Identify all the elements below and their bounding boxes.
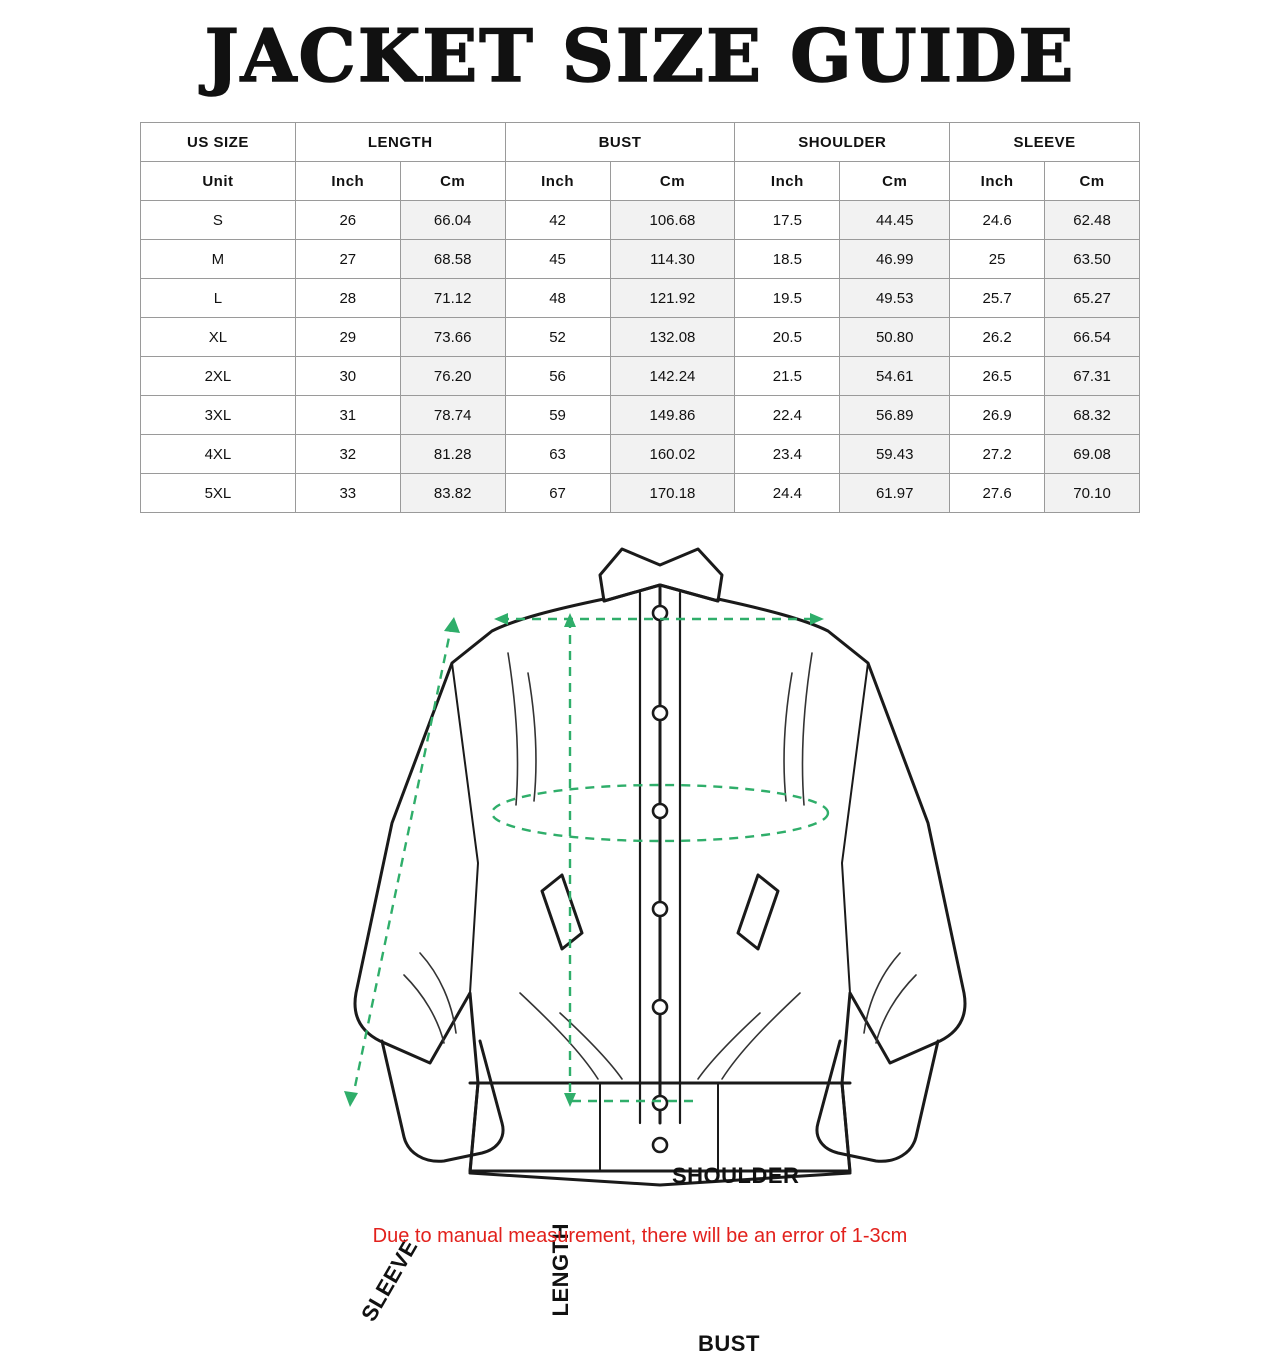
- cell-shoulder-inch: 23.4: [735, 435, 840, 474]
- cell-sleeve-inch: 26.9: [950, 396, 1045, 435]
- cell-length-cm: 73.66: [400, 318, 505, 357]
- arrowhead-shoulder-right: [810, 613, 824, 625]
- sleeve-seam-right: [842, 663, 868, 993]
- table-group-header-row: [141, 123, 1140, 162]
- unit-sleeve-cm: Cm: [1045, 162, 1140, 201]
- table-row: [141, 435, 1140, 474]
- cell-size: L: [141, 279, 296, 318]
- table-row: [141, 396, 1140, 435]
- label-bust: BUST: [698, 1331, 760, 1356]
- cell-shoulder-cm: 44.45: [840, 201, 950, 240]
- cell-bust-cm: 132.08: [610, 318, 735, 357]
- cell-size: S: [141, 201, 296, 240]
- fold-9: [520, 993, 598, 1079]
- cell-size: 5XL: [141, 474, 296, 513]
- cell-bust-inch: 45: [505, 240, 610, 279]
- fold-7: [864, 953, 900, 1033]
- cell-length-cm: 83.82: [400, 474, 505, 513]
- pocket-right: [738, 875, 778, 949]
- header-shoulder: SHOULDER: [735, 123, 950, 162]
- header-sleeve: SLEEVE: [950, 123, 1140, 162]
- cell-shoulder-cm: 59.43: [840, 435, 950, 474]
- cell-length-inch: 30: [295, 357, 400, 396]
- cell-shoulder-inch: 19.5: [735, 279, 840, 318]
- table-row: [141, 201, 1140, 240]
- cell-sleeve-cm: 63.50: [1045, 240, 1140, 279]
- cell-sleeve-cm: 67.31: [1045, 357, 1140, 396]
- cell-size: M: [141, 240, 296, 279]
- size-table-body: [141, 201, 1140, 513]
- unit-bust-inch: Inch: [505, 162, 610, 201]
- cell-length-inch: 26: [295, 201, 400, 240]
- arrowhead-sleeve-top: [444, 617, 460, 633]
- cell-bust-inch: 59: [505, 396, 610, 435]
- unit-bust-cm: Cm: [610, 162, 735, 201]
- cell-bust-cm: 106.68: [610, 201, 735, 240]
- cell-bust-cm: 114.30: [610, 240, 735, 279]
- cell-size: 3XL: [141, 396, 296, 435]
- cell-length-inch: 33: [295, 474, 400, 513]
- cell-bust-cm: 149.86: [610, 396, 735, 435]
- fold-4: [784, 673, 792, 801]
- cell-shoulder-inch: 24.4: [735, 474, 840, 513]
- cell-shoulder-inch: 17.5: [735, 201, 840, 240]
- cell-size: 2XL: [141, 357, 296, 396]
- unit-length-inch: Inch: [295, 162, 400, 201]
- cuff-left: [382, 1041, 503, 1161]
- jacket-illustration-svg: [0, 523, 1280, 1213]
- unit-shoulder-inch: Inch: [735, 162, 840, 201]
- fold-3: [802, 653, 812, 805]
- cell-bust-inch: 42: [505, 201, 610, 240]
- fold-1: [508, 653, 518, 805]
- size-table-container: [140, 122, 1140, 513]
- measure-arrowheads: [344, 613, 824, 1107]
- cell-length-inch: 27: [295, 240, 400, 279]
- table-row: [141, 318, 1140, 357]
- arrowhead-sleeve-bottom: [344, 1091, 358, 1107]
- cell-sleeve-cm: 66.54: [1045, 318, 1140, 357]
- snap-button: [653, 1000, 667, 1014]
- header-length: LENGTH: [295, 123, 505, 162]
- cell-length-inch: 29: [295, 318, 400, 357]
- cell-sleeve-inch: 24.6: [950, 201, 1045, 240]
- page-title: JACKET SIZE GUIDE: [204, 13, 1076, 98]
- cuff-right: [817, 1041, 938, 1161]
- cell-length-cm: 78.74: [400, 396, 505, 435]
- label-length: LENGTH: [548, 1223, 573, 1317]
- sleeve-measure-line: [352, 623, 452, 1101]
- cell-bust-inch: 67: [505, 474, 610, 513]
- pocket-left: [542, 875, 582, 949]
- arrowhead-shoulder-left: [494, 613, 508, 625]
- cell-shoulder-cm: 46.99: [840, 240, 950, 279]
- table-row: [141, 240, 1140, 279]
- cell-length-inch: 31: [295, 396, 400, 435]
- cell-shoulder-cm: 61.97: [840, 474, 950, 513]
- cell-length-cm: 68.58: [400, 240, 505, 279]
- cell-bust-inch: 63: [505, 435, 610, 474]
- cell-bust-cm: 170.18: [610, 474, 735, 513]
- cell-size: 4XL: [141, 435, 296, 474]
- cell-sleeve-cm: 62.48: [1045, 201, 1140, 240]
- cell-shoulder-inch: 22.4: [735, 396, 840, 435]
- fold-5: [420, 953, 456, 1033]
- cell-sleeve-inch: 25.7: [950, 279, 1045, 318]
- snap-button: [653, 902, 667, 916]
- cell-sleeve-inch: 26.5: [950, 357, 1045, 396]
- fold-11: [722, 993, 800, 1079]
- size-table: [140, 122, 1140, 513]
- cell-length-inch: 28: [295, 279, 400, 318]
- cell-length-cm: 66.04: [400, 201, 505, 240]
- label-sleeve: SLEEVE: [356, 1235, 423, 1326]
- header-us-size: US SIZE: [141, 123, 296, 162]
- cell-shoulder-cm: 56.89: [840, 396, 950, 435]
- cell-sleeve-cm: 68.32: [1045, 396, 1140, 435]
- cell-sleeve-inch: 25: [950, 240, 1045, 279]
- table-row: [141, 279, 1140, 318]
- snap-button: [653, 804, 667, 818]
- cell-length-inch: 32: [295, 435, 400, 474]
- cell-shoulder-inch: 20.5: [735, 318, 840, 357]
- cell-shoulder-inch: 18.5: [735, 240, 840, 279]
- label-shoulder: SHOULDER: [672, 1163, 800, 1188]
- cell-shoulder-cm: 50.80: [840, 318, 950, 357]
- snap-button: [653, 706, 667, 720]
- cell-size: XL: [141, 318, 296, 357]
- table-row: [141, 357, 1140, 396]
- unit-shoulder-cm: Cm: [840, 162, 950, 201]
- cell-bust-inch: 56: [505, 357, 610, 396]
- table-row: [141, 474, 1140, 513]
- cell-sleeve-cm: 70.10: [1045, 474, 1140, 513]
- cell-shoulder-inch: 21.5: [735, 357, 840, 396]
- cell-bust-inch: 52: [505, 318, 610, 357]
- fold-8: [876, 975, 916, 1043]
- header-bust: BUST: [505, 123, 735, 162]
- cell-sleeve-cm: 69.08: [1045, 435, 1140, 474]
- fold-2: [528, 673, 536, 801]
- measurement-disclaimer: Due to manual measurement, there will be an error of 1-3cm: [372, 1225, 908, 1247]
- cell-sleeve-inch: 27.2: [950, 435, 1045, 474]
- unit-label: Unit: [141, 162, 296, 201]
- cell-length-cm: 81.28: [400, 435, 505, 474]
- snap-button: [653, 1096, 667, 1110]
- cell-sleeve-inch: 27.6: [950, 474, 1045, 513]
- cell-bust-inch: 48: [505, 279, 610, 318]
- cell-length-cm: 71.12: [400, 279, 505, 318]
- sleeve-seam-left: [452, 663, 478, 993]
- cell-shoulder-cm: 54.61: [840, 357, 950, 396]
- cell-sleeve-inch: 26.2: [950, 318, 1045, 357]
- cell-bust-cm: 160.02: [610, 435, 735, 474]
- unit-sleeve-inch: Inch: [950, 162, 1045, 201]
- snap-button: [653, 1138, 667, 1152]
- cell-sleeve-cm: 65.27: [1045, 279, 1140, 318]
- cell-bust-cm: 142.24: [610, 357, 735, 396]
- cell-shoulder-cm: 49.53: [840, 279, 950, 318]
- fold-6: [404, 975, 444, 1043]
- cell-bust-cm: 121.92: [610, 279, 735, 318]
- cell-length-cm: 76.20: [400, 357, 505, 396]
- unit-length-cm: Cm: [400, 162, 505, 201]
- table-unit-row: [141, 162, 1140, 201]
